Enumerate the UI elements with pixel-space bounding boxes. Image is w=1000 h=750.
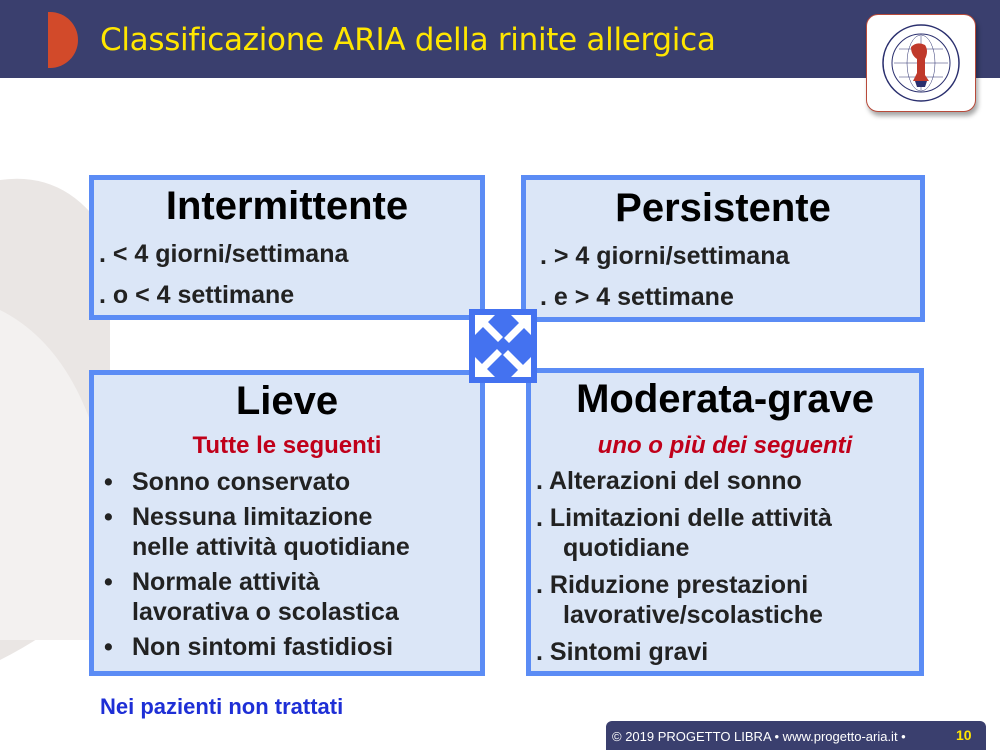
moderate-title: Moderata-grave: [576, 377, 874, 421]
intermittent-line-2: . o < 4 settimane: [99, 281, 295, 309]
moderate-line-2-cont: quotidiane: [563, 534, 690, 562]
moderate-line-3: . Riduzione prestazioni: [536, 571, 809, 599]
list-item: • Normale attività: [104, 568, 320, 596]
aria-logo: [866, 14, 976, 112]
mild-list: [104, 467, 410, 667]
moderate-line-2: . Limitazioni delle attività: [536, 504, 832, 532]
list-item: • Non sintomi fastidiosi: [104, 633, 394, 661]
slide-title: Classificazione ARIA della rinite allergica: [100, 22, 716, 58]
persistent-box: [521, 175, 925, 322]
list-item: • Nessuna limitazione: [104, 503, 373, 531]
list-item: • Sonno conservato: [104, 468, 351, 496]
bullet-icon: •: [104, 633, 113, 661]
intermittent-box: [89, 175, 485, 320]
moderate-box: [526, 368, 924, 676]
persistent-line-2: . e > 4 settimane: [540, 283, 734, 311]
list-item-continuation: nelle attività quotidiane: [132, 533, 410, 561]
mild-box: [89, 370, 485, 676]
moderate-line-3-cont: lavorative/scolastiche: [563, 601, 823, 629]
bullet-icon: •: [104, 568, 113, 596]
moderate-line-4: . Sintomi gravi: [536, 638, 709, 666]
list-item-continuation: lavorativa o scolastica: [132, 598, 399, 626]
intermittent-title: Intermittente: [165, 184, 409, 228]
persistent-line-1: . > 4 giorni/settimana: [540, 242, 790, 270]
mild-title: Lieve: [235, 379, 339, 423]
bullet-icon: •: [104, 468, 113, 496]
footer-copyright: © 2019 PROGETTO LIBRA • www.progetto-aria.it •: [612, 729, 906, 744]
moderate-line-1: . Alterazioni del sonno: [536, 467, 802, 495]
page-number: 10: [956, 727, 972, 743]
persistent-title: Persistente: [615, 186, 831, 230]
intermittent-line-1: . < 4 giorni/settimana: [99, 240, 349, 268]
footnote: Nei pazienti non trattati: [100, 694, 344, 719]
bullet-icon: •: [104, 503, 113, 531]
moderate-subtitle: uno o più dei seguenti: [597, 432, 853, 459]
four-way-arrows-icon: [469, 309, 537, 383]
mild-subtitle: Tutte le seguenti: [192, 432, 382, 459]
